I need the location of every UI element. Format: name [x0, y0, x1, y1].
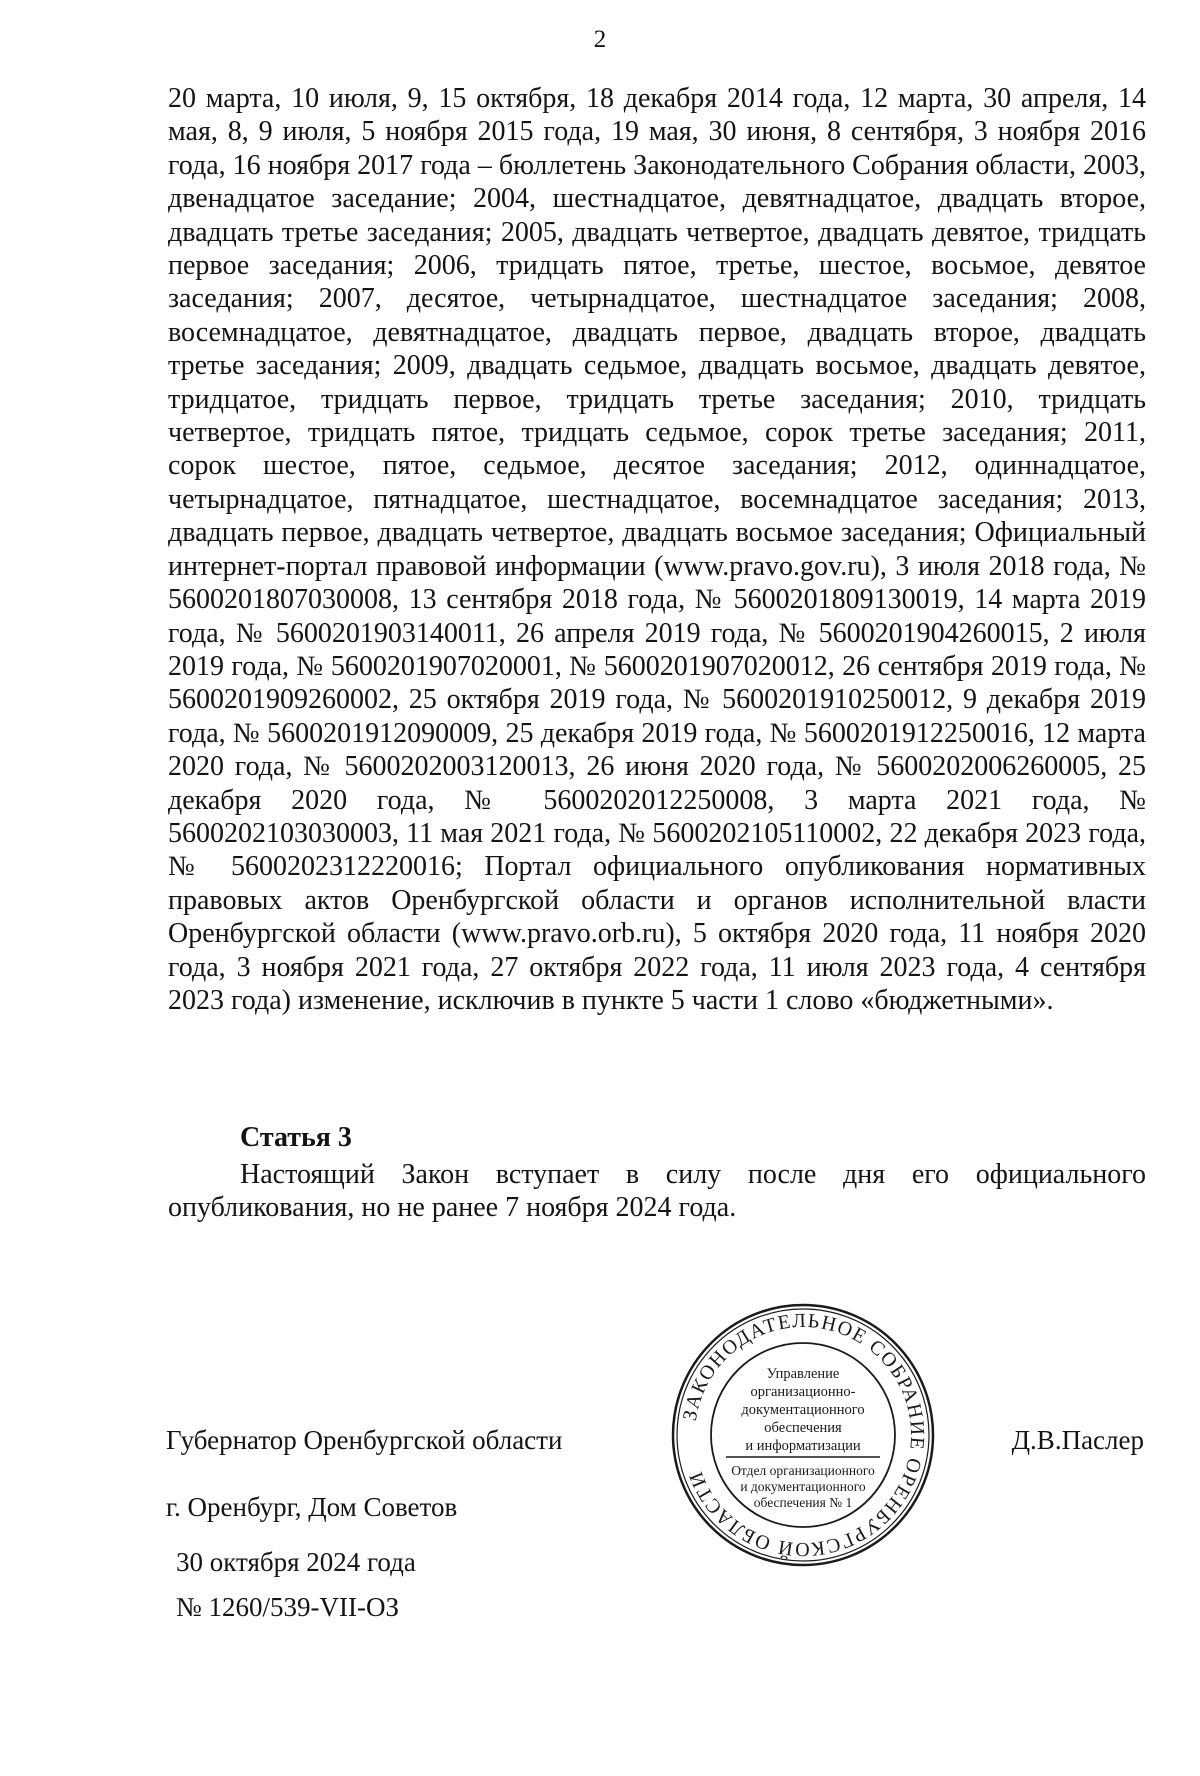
law-number: № 1260/539-VII-ОЗ	[176, 1592, 400, 1622]
article-title: Статья 3	[240, 1122, 352, 1153]
article-text: Настоящий Закон вступает в силу после дня его официального опубликования, но не ранее 7 ноября 2024 года.	[168, 1159, 1146, 1224]
signing-place: г. Оренбург, Дом Советов	[166, 1492, 458, 1522]
page-number: 2	[593, 26, 607, 53]
stamp-upper-line: организационно-	[750, 1384, 856, 1400]
stamp-upper-line: Управление	[766, 1366, 840, 1382]
stamp-upper-line: обеспечения	[764, 1420, 842, 1436]
stamp-lower-line: обеспечения № 1	[753, 1495, 853, 1510]
stamp-ring-text: ЗАКОНОДАТЕЛЬНОЕ СОБРАНИЕ ОРЕНБУРГСКОЙ ОБЛАСТИ	[678, 1309, 929, 1561]
stamp-lower-line: Отдел организационного	[731, 1463, 875, 1478]
stamp-upper-line: и информатизации	[745, 1438, 861, 1454]
signatory-position: Губернатор Оренбургской области	[166, 1425, 563, 1455]
stamp-upper-text	[741, 1366, 864, 1454]
stamp-lower-text	[731, 1463, 875, 1510]
signing-date: 30 октября 2024 года	[176, 1547, 416, 1577]
stamp-upper-line: документационного	[741, 1402, 865, 1418]
stamp-graphic	[668, 1300, 938, 1570]
stamp-lower-line: и документационного	[740, 1479, 866, 1494]
official-stamp	[668, 1300, 938, 1570]
signatory-name: Д.В.Паслер	[1011, 1425, 1144, 1455]
body-paragraph: 20 марта, 10 июля, 9, 15 октября, 18 декабря 2014 года, 12 марта, 30 апреля, 14 мая, 8, 9 июля, 5 ноября 2015 года, 19 мая, 30 июня, 8 сентября, 3 ноября 2016 года, 16 ноября 2017 года – бюллетень Законодательного Собрания области, 2003, двенадцатое заседание; 2004, шестнадцатое, девятнадцатое, двадцать второе, двадцать третье заседания; 2005, двадцать четвертое, двадцать девятое, тридцать первое заседания; 2006, тридцать пятое, третье, шестое, восьмое, девятое заседания; 2007, десятое, четырнадцатое, шестнадцатое заседания; 2008, восемнадцатое, девятнадцатое, двадцать первое, двадцать второе, двадцать третье заседания; 2009, двадцать седьмое, двадцать восьмое, двадцать девятое, тридцатое, тридцать первое, тридцать третье заседания; 2010, тридцать четвертое, тридцать пятое, тридцать седьмое, сорок третье заседания; 2011, сорок шестое, пятое, седьмое, десятое заседания; 2012, одиннадцатое, четырнадцатое, пятнадцатое, шестнадцатое, восемнадцатое заседания; 2013, двадцать первое, двадцать четвертое, двадцать восьмое заседания; Официальный интернет-портал правовой информации (www.pravo.gov.ru), 3 июля 2018 года, № 5600201807030008, 13 сентября 2018 года, № 5600201809130019, 14 марта 2019 года, № 5600201903140011, 26 апреля 2019 года, № 5600201904260015, 2 июля 2019 года, № 5600201907020001, № 5600201907020012, 26 сентября 2019 года, № 5600201909260002, 25 октября 2019 года, № 5600201910250012, 9 декабря 2019 года, № 5600201912090009, 25 декабря 2019 года, № 5600201912250016, 12 марта 2020 года, № 5600202003120013, 26 июня 2020 года, № 5600202006260005, 25 декабря 2020 года, № 5600202012250008, 3 марта 2021 года, № 5600202103030003, 11 мая 2021 года, № 5600202105110002, 22 декабря 2023 года, № 5600202312220016; Портал официального опубликования нормативных правовых актов Оренбургской области и органов исполнительной власти Оренбургской области (www.pravo.orb.ru), 5 октября 2020 года, 11 ноября 2020 года, 3 ноября 2021 года, 27 октября 2022 года, 11 июля 2023 года, 4 сентября 2023 года) изменение, исключив в пункте 5 части 1 слово «бюджетными».	[168, 83, 1146, 1016]
